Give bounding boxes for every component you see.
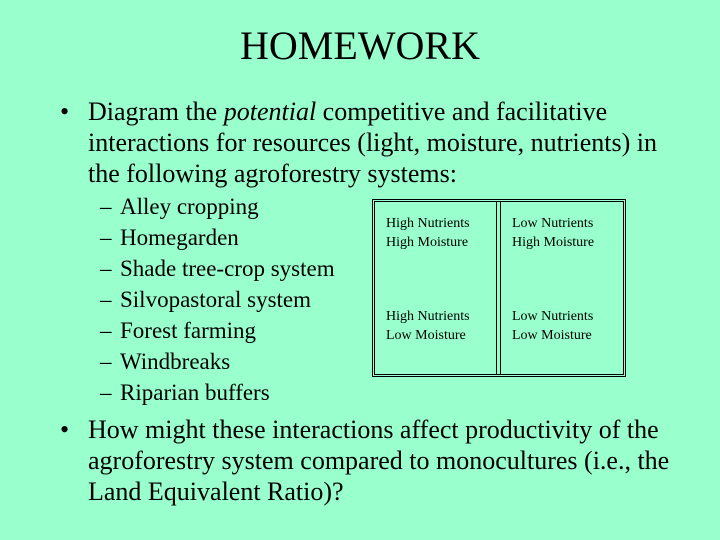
list-item-label: Homegarden <box>120 225 239 250</box>
list-item-label: Silvopastoral system <box>120 287 312 312</box>
cell-low-nutrients-high-moisture <box>512 214 594 252</box>
cell-line: Low Moisture <box>386 328 466 343</box>
dash-mark: – <box>100 256 112 281</box>
list-item-label: Forest farming <box>120 318 257 343</box>
bullet-text-emphasis: potential <box>223 97 317 126</box>
cell-low-nutrients-low-moisture <box>512 307 593 345</box>
dash-mark: – <box>100 380 112 405</box>
cell-high-nutrients-high-moisture <box>386 214 470 252</box>
cell-line: High Nutrients <box>386 216 470 231</box>
bullet-mark: • <box>60 415 70 444</box>
list-item-label: Alley cropping <box>120 194 259 219</box>
list-item-label: Windbreaks <box>120 349 231 374</box>
list-item-label: Shade tree-crop system <box>120 256 335 281</box>
slide-title: HOMEWORK <box>240 23 480 68</box>
matrix-divider <box>496 202 501 374</box>
dash-mark: – <box>100 194 112 219</box>
cell-line: Low Nutrients <box>512 309 594 324</box>
agroforestry-systems-list <box>100 191 360 408</box>
cell-line: Low Moisture <box>512 328 592 343</box>
bullet-productivity-question <box>60 414 680 507</box>
cell-line: High Moisture <box>512 235 595 250</box>
list-item <box>100 284 360 315</box>
bullet-mark: • <box>60 97 70 126</box>
dash-mark: – <box>100 349 112 374</box>
list-item <box>100 222 360 253</box>
list-item <box>100 253 360 284</box>
list-item <box>100 191 360 222</box>
list-item <box>100 346 360 377</box>
dash-mark: – <box>100 318 112 343</box>
bullet-text-start: Diagram the <box>88 97 224 126</box>
list-item-label: Riparian buffers <box>120 380 270 405</box>
resource-matrix <box>372 199 626 377</box>
bullet-diagram-task <box>60 96 680 189</box>
dash-mark: – <box>100 287 112 312</box>
cell-high-nutrients-low-moisture <box>386 307 470 345</box>
cell-line: Low Nutrients <box>512 216 594 231</box>
dash-mark: – <box>100 225 112 250</box>
list-item <box>100 377 360 408</box>
list-item <box>100 315 360 346</box>
bullet-text-end: competitive and facilitative interactions for resources (light, moisture, nutrients) in the following agroforestry systems: <box>88 97 657 188</box>
cell-line: High Moisture <box>386 235 469 250</box>
bullet-text <box>88 96 680 189</box>
cell-line: High Nutrients <box>386 309 470 324</box>
bullet-text: How might these interactions affect productivity of the agroforestry system compared to monocultures (i.e., the Land Equivalent Ratio)? <box>88 415 670 506</box>
